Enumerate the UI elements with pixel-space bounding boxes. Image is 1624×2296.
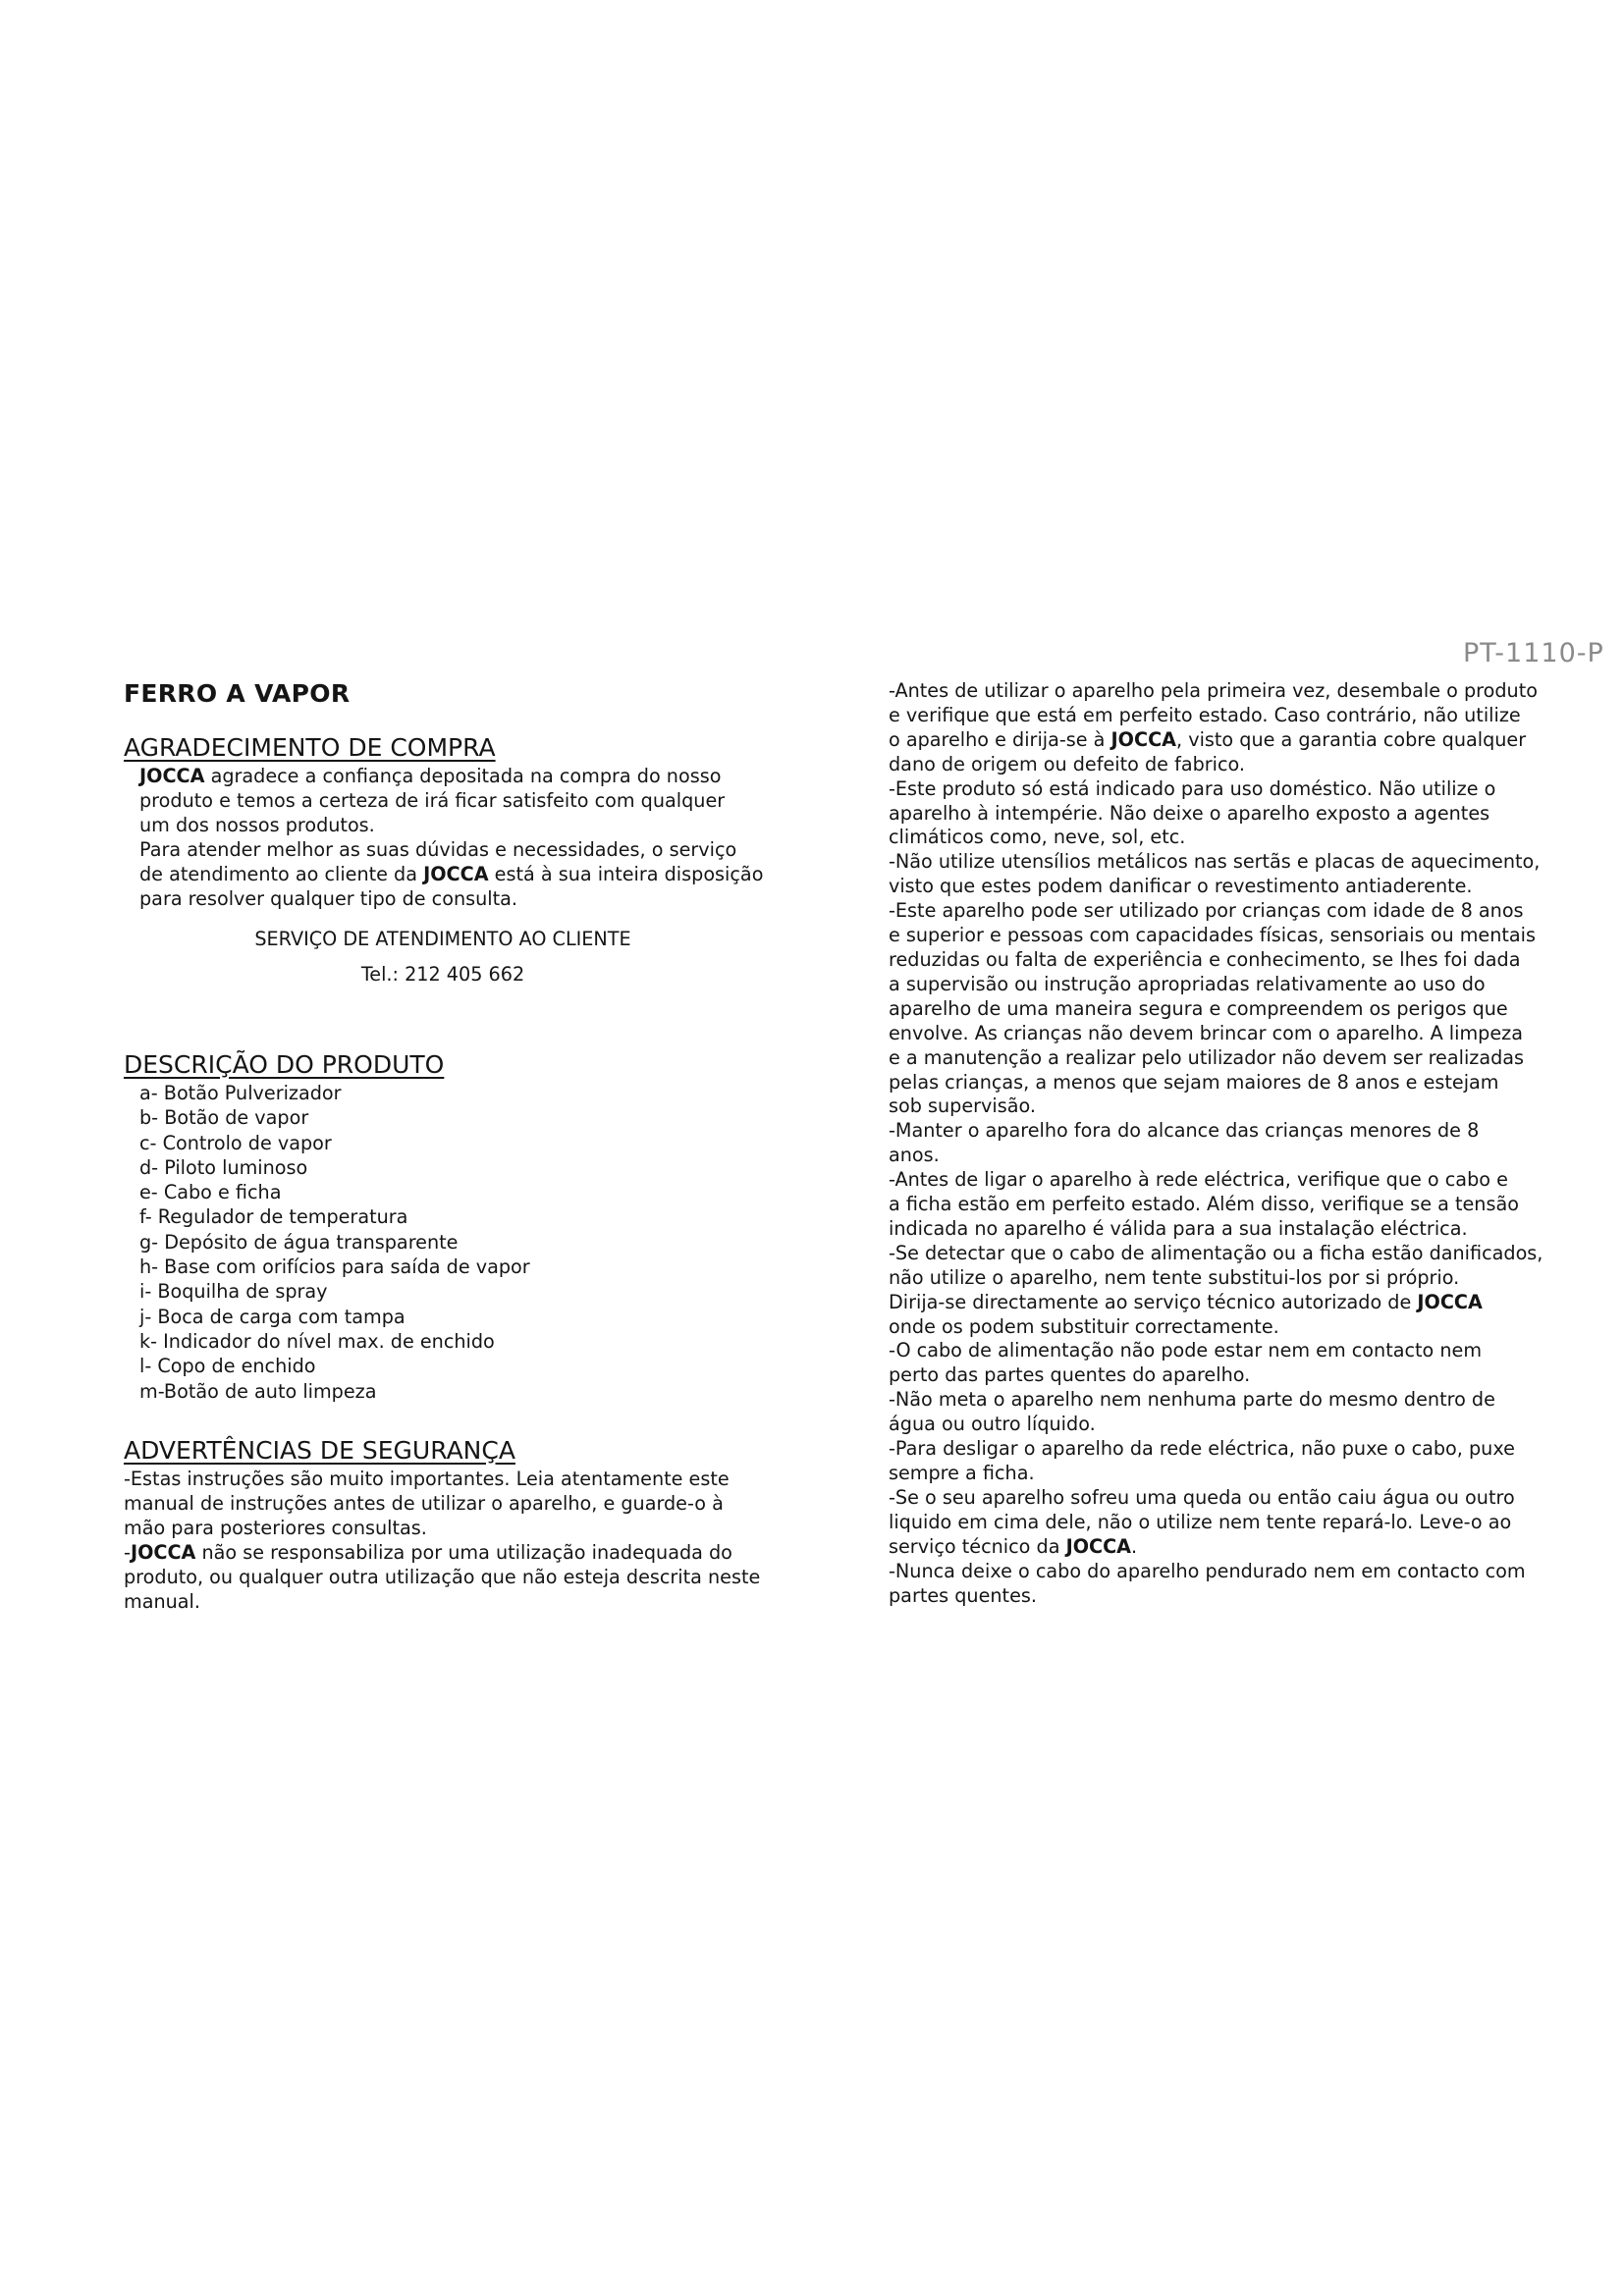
brand-name: JOCCA	[1110, 727, 1177, 751]
thanks-heading: AGRADECIMENTO DE COMPRA	[124, 733, 496, 762]
safety-line: a supervisão ou instrução apropriadas relativamente ao uso do	[889, 972, 1486, 995]
safety-line: água ou outro líquido.	[889, 1413, 1096, 1436]
thanks-line: para resolver qualquer tipo de consulta.	[139, 887, 518, 910]
safety-line: -Para desligar o aparelho da rede eléctrica, não puxe o cabo, puxe	[889, 1437, 1515, 1461]
customer-service-block	[124, 927, 762, 987]
list-item: i- Boquilha de spray	[139, 1280, 328, 1304]
thanks-paragraph	[139, 764, 772, 911]
safety-line: o aparelho e dirija-se à JOCCA, visto que a garantia cobre qualquer	[889, 727, 1527, 751]
safety-line: anos.	[889, 1144, 940, 1167]
safety-line: pelas crianças, a menos que sejam maiores de 8 anos e estejam	[889, 1070, 1499, 1094]
right-column	[889, 679, 1544, 1608]
safety-line: indicada no aparelho é válida para a sua instalação eléctrica.	[889, 1216, 1468, 1240]
list-item: f- Regulador de temperatura	[139, 1205, 408, 1229]
safety-line: liquido em cima dele, não o utilize nem tente repará-lo. Leve-o ao	[889, 1510, 1512, 1533]
service-title: SERVIÇO DE ATENDIMENTO AO CLIENTE	[254, 928, 631, 950]
list-item: l- Copo de enchido	[139, 1355, 316, 1378]
safety-line: -Este aparelho pode ser utilizado por crianças com idade de 8 anos	[889, 899, 1524, 923]
safety-line: -Não utilize utensílios metálicos nas sertãs e placas de aquecimento,	[889, 850, 1541, 874]
safety-line: mão para posteriores consultas.	[124, 1516, 427, 1539]
safety-line: produto, ou qualquer outra utilização que não esteja descrita neste	[124, 1565, 761, 1588]
list-item: c- Controlo de vapor	[139, 1131, 332, 1154]
list-item: m-Botão de auto limpeza	[139, 1379, 377, 1403]
document-title: FERRO A VAPOR	[124, 679, 351, 708]
thanks-line: produto e temos a certeza de irá ficar satisfeito com qualquer	[139, 789, 726, 812]
safety-line: serviço técnico da JOCCA.	[889, 1534, 1138, 1558]
safety-line: sob supervisão.	[889, 1095, 1036, 1118]
thanks-line	[139, 764, 772, 788]
list-item: h- Base com orifícios para saída de vapor	[139, 1255, 530, 1279]
list-item: d- Piloto luminoso	[139, 1155, 308, 1179]
thanks-line: um dos nossos produtos.	[139, 814, 375, 836]
list-item: g- Depósito de água transparente	[139, 1230, 459, 1254]
safety-heading: ADVERTÊNCIAS DE SEGURANÇA	[124, 1435, 515, 1465]
thanks-line	[139, 862, 772, 886]
safety-line: aparelho à intempérie. Não deixe o aparelho exposto a agentes	[889, 801, 1490, 825]
list-item: e- Cabo e ficha	[139, 1181, 282, 1204]
safety-line: partes quentes.	[889, 1583, 1037, 1607]
safety-line: dano de origem ou defeito de fabrico.	[889, 752, 1246, 775]
safety-line: -JOCCA não se responsabiliza por uma utilização inadequada do	[124, 1540, 732, 1564]
safety-line: e a manutenção a realizar pelo utilizador não devem ser realizadas	[889, 1045, 1525, 1069]
page-code: PT-1110-P	[1463, 638, 1604, 668]
list-item: k- Indicador do nível max. de enchido	[139, 1329, 495, 1353]
safety-line: manual de instruções antes de utilizar o aparelho, e guarde-o à	[124, 1491, 724, 1515]
left-column	[124, 679, 772, 1614]
safety-line: perto das partes quentes do aparelho.	[889, 1363, 1251, 1387]
safety-line: sempre a ficha.	[889, 1462, 1035, 1484]
safety-line: manual.	[124, 1589, 200, 1613]
safety-line: a ficha estão em perfeito estado. Além disso, verifique se a tensão	[889, 1193, 1519, 1216]
safety-line: envolve. As crianças não devem brincar com o aparelho. A limpeza	[889, 1021, 1523, 1044]
thanks-text: está à sua inteira disposição	[488, 863, 764, 885]
product-heading: DESCRIÇÃO DO PRODUTO	[124, 1050, 445, 1079]
safety-paragraph	[124, 1467, 772, 1614]
brand-name: JOCCA	[130, 1540, 196, 1564]
safety-line: -Se detectar que o cabo de alimentação ou a ficha estão danificados,	[889, 1241, 1543, 1264]
product-parts-list	[139, 1081, 772, 1404]
service-phone: Tel.: 212 405 662	[360, 963, 525, 986]
brand-name: JOCCA	[1065, 1534, 1132, 1558]
brand-name: JOCCA	[423, 863, 489, 885]
brand-name: JOCCA	[139, 765, 205, 787]
safety-line: -Nunca deixe o cabo do aparelho pendurado nem em contacto com	[889, 1559, 1526, 1582]
safety-line: aparelho de uma maneira segura e compreendem os perigos que	[889, 996, 1508, 1020]
safety-line: -Estas instruções são muito importantes. Leia atentamente este	[124, 1467, 730, 1490]
brand-name: JOCCA	[1417, 1290, 1483, 1313]
safety-line: Dirija-se directamente ao serviço técnico autorizado de JOCCA	[889, 1290, 1483, 1313]
safety-line: -O cabo de alimentação não pode estar nem em contacto nem	[889, 1339, 1483, 1362]
safety-line: -Manter o aparelho fora do alcance das crianças menores de 8	[889, 1119, 1480, 1143]
list-item: b- Botão de vapor	[139, 1106, 309, 1130]
thanks-text: agradece a confiança depositada na compra do nosso	[204, 765, 722, 787]
safety-line: não utilize o aparelho, nem tente substitui-los por si próprio.	[889, 1265, 1460, 1289]
safety-line: e superior e pessoas com capacidades físicas, sensoriais ou mentais	[889, 924, 1536, 947]
thanks-text: de atendimento ao cliente da	[139, 863, 424, 885]
safety-line: climáticos como, neve, sol, etc.	[889, 826, 1186, 849]
safety-line: reduzidas ou falta de experiência e conhecimento, se lhes foi dada	[889, 947, 1521, 971]
list-item: a- Botão Pulverizador	[139, 1082, 342, 1104]
thanks-line: Para atender melhor as suas dúvidas e necessidades, o serviço	[139, 838, 737, 861]
safety-line: e verifique que está em perfeito estado. Caso contrário, não utilize	[889, 703, 1521, 726]
safety-line: -Não meta o aparelho nem nenhuma parte do mesmo dentro de	[889, 1388, 1495, 1412]
safety-line: visto que estes podem danificar o revestimento antiaderente.	[889, 875, 1473, 898]
safety-line: -Antes de utilizar o aparelho pela primeira vez, desembale o produto	[889, 679, 1538, 702]
safety-line: -Se o seu aparelho sofreu uma queda ou então caiu água ou outro	[889, 1485, 1515, 1509]
list-item: j- Boca de carga com tampa	[139, 1305, 406, 1328]
safety-line: -Este produto só está indicado para uso doméstico. Não utilize o	[889, 776, 1496, 800]
safety-line: onde os podem substituir correctamente.	[889, 1314, 1279, 1338]
safety-line: -Antes de ligar o aparelho à rede eléctrica, verifique que o cabo e	[889, 1168, 1508, 1192]
